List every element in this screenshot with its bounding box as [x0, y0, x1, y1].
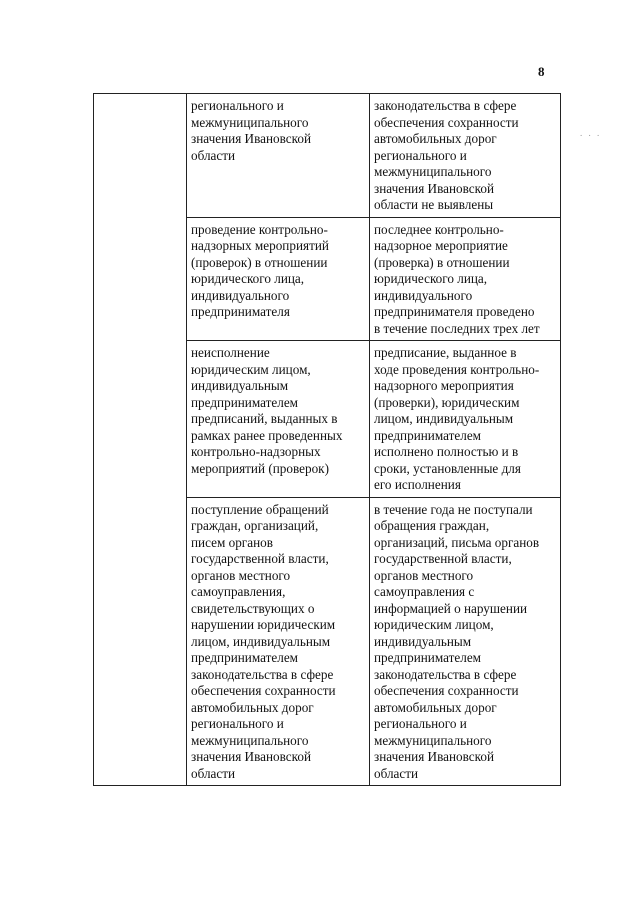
condition-cell: предписание, выданное в ходе проведения контрольно- надзорного мероприятия (проверки), юридическим лицом, индивидуальным предпринимателем исполнено полностью и в сроки, установленные для его исполнения	[370, 341, 561, 498]
criterion-cell: проведение контрольно- надзорных мероприятий (проверок) в отношении юридического лица, индивидуального предпринимателя	[187, 217, 370, 341]
page-number: 8	[538, 64, 545, 79]
scan-mark: . . .	[580, 128, 602, 138]
condition-cell: в течение года не поступали обращения граждан, организаций, письма органов государственной власти, органов местного самоуправления с информацией о нарушении юридическим лицом, индивидуальным предпринимателем законодательства в сфере обеспечения сохранности автомобильных дорог регионального и межмуниципального значения Ивановской области	[370, 497, 561, 786]
condition-cell: последнее контрольно- надзорное мероприятие (проверка) в отношении юридического лица, индивидуального предпринимателя проведено в течение последних трех лет	[370, 217, 561, 341]
table-row	[94, 94, 561, 218]
criterion-cell: неисполнение юридическим лицом, индивидуальным предпринимателем предписаний, выданных в рамках ранее проведенных контрольно-надзорных мероприятий (проверок)	[187, 341, 370, 498]
criterion-cell: поступление обращений граждан, организаций, писем органов государственной власти, органов местного самоуправления, свидетельствующих о нарушении юридическим лицом, индивидуальным предпринимателем законодательства в сфере обеспечения сохранности автомобильных дорог регионального и межмуниципального значения Ивановской области	[187, 497, 370, 786]
condition-cell: законодательства в сфере обеспечения сохранности автомобильных дорог регионального и межмуниципального значения Ивановской области не выявлены	[370, 94, 561, 218]
criteria-table	[93, 93, 561, 786]
criterion-cell: регионального и межмуниципального значения Ивановской области	[187, 94, 370, 218]
table-cell-empty	[94, 94, 187, 786]
